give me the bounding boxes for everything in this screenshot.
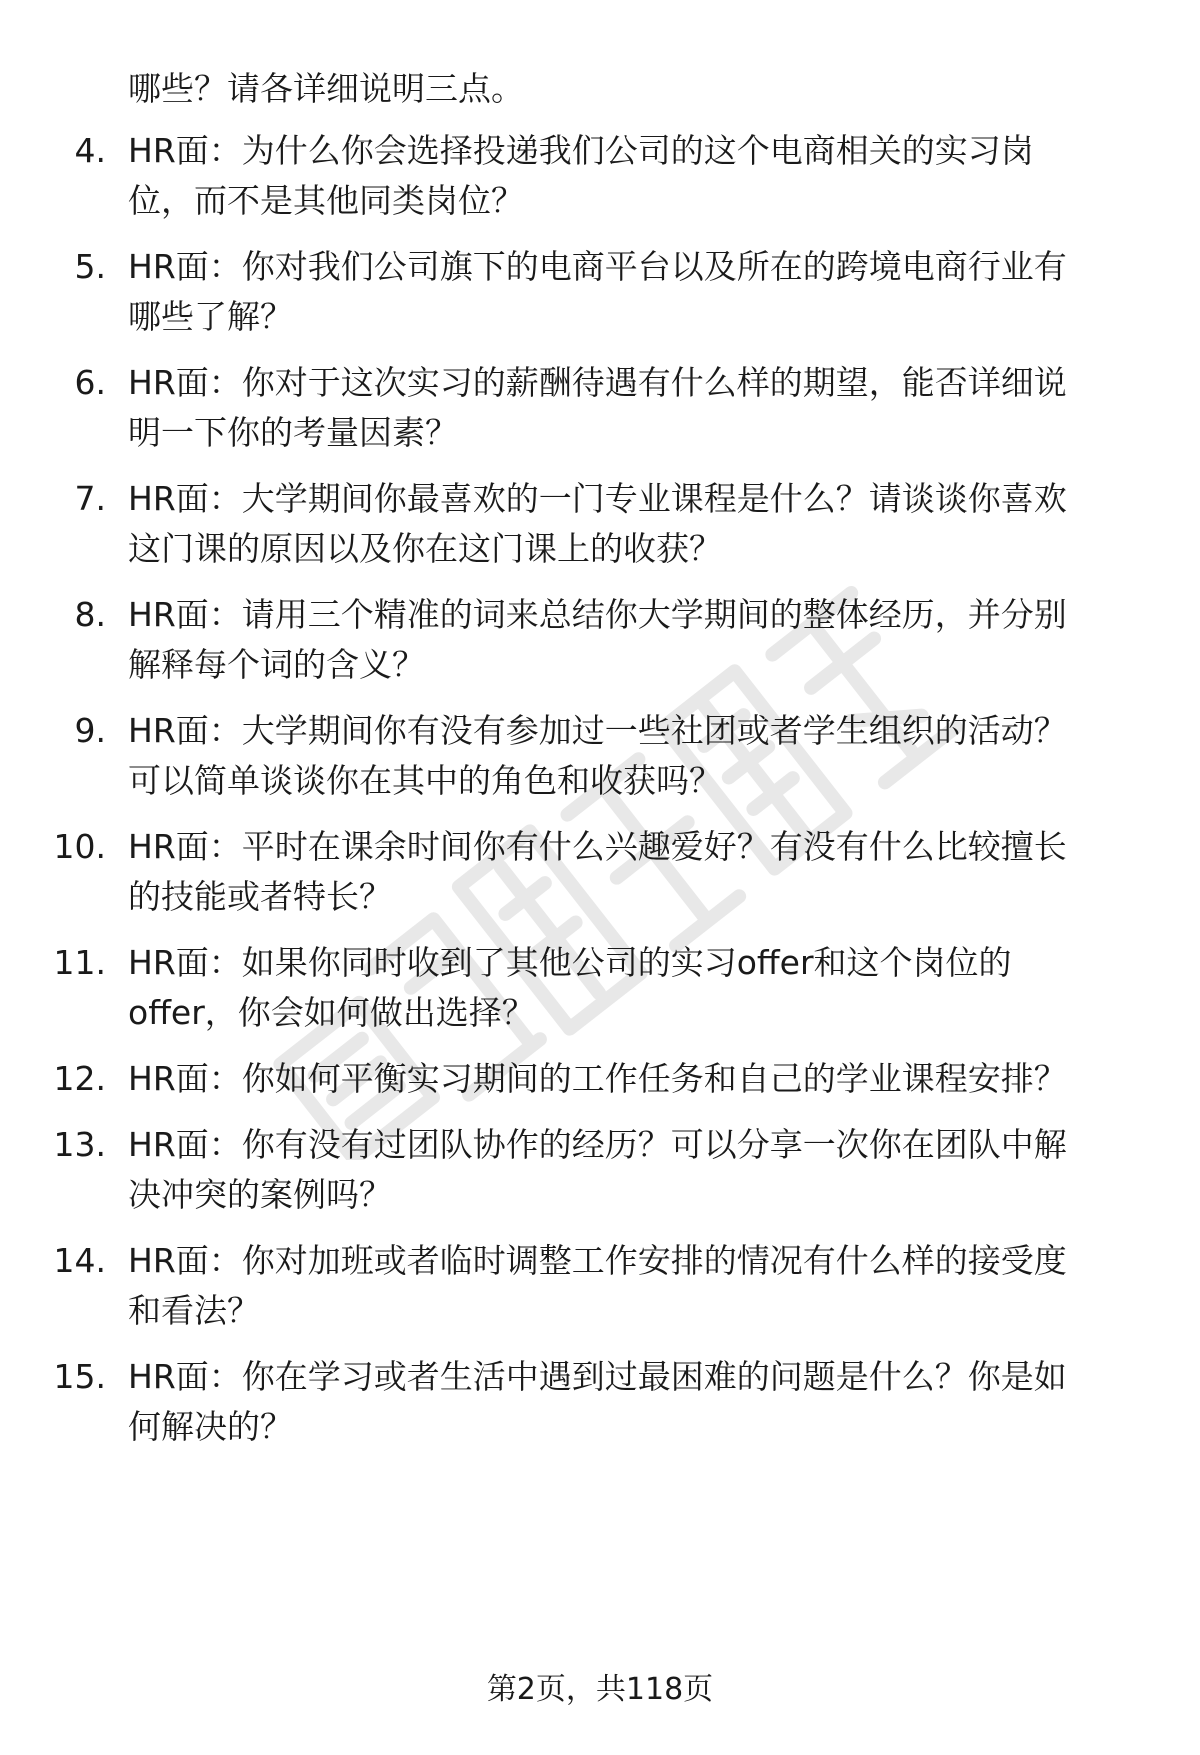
question-line: HR面：平时在课余时间你有什么兴趣爱好？有没有什么比较擅长 <box>128 827 1067 866</box>
question-line: HR面：你对加班或者临时调整工作安排的情况有什么样的接受度 <box>128 1241 1067 1280</box>
question-line: HR面：为什么你会选择投递我们公司的这个电商相关的实习岗 <box>128 131 1034 170</box>
question-number: 8. <box>74 595 106 634</box>
question-line: HR面：你如何平衡实习期间的工作任务和自己的学业课程安排？ <box>128 1059 1067 1098</box>
question-number: 10. <box>53 827 106 866</box>
question-number: 15. <box>53 1357 106 1396</box>
question-number: 9. <box>74 711 106 750</box>
question-text <box>128 126 1168 226</box>
question-line: HR面：大学期间你最喜欢的一门专业课程是什么？请谈谈你喜欢 <box>128 479 1067 518</box>
question-line: offer，你会如何做出选择？ <box>128 993 535 1032</box>
question-text <box>128 590 1168 690</box>
question-line: HR面：你在学习或者生活中遇到过最困难的问题是什么？你是如 <box>128 1357 1067 1396</box>
question-number: 4. <box>74 131 106 170</box>
question-text <box>128 358 1168 458</box>
question-number: 14. <box>53 1241 106 1280</box>
question-line: 位，而不是其他同类岗位？ <box>128 181 524 220</box>
question-text <box>128 1120 1168 1220</box>
question-number: 6. <box>74 363 106 402</box>
question-line: 的技能或者特长？ <box>128 877 392 916</box>
question-line: 何解决的？ <box>128 1407 293 1446</box>
question-number: 5. <box>74 247 106 286</box>
question-line: 解释每个词的含义？ <box>128 645 425 684</box>
question-text <box>128 938 1168 1038</box>
question-line: 明一下你的考量因素？ <box>128 413 458 452</box>
question-line: 这门课的原因以及你在这门课上的收获？ <box>128 529 722 568</box>
question-text <box>128 706 1168 806</box>
question-text <box>128 822 1168 922</box>
question-text <box>128 1054 1168 1104</box>
question-line: HR面：你有没有过团队协作的经历？可以分享一次你在团队中解 <box>128 1125 1067 1164</box>
question-line: HR面：你对我们公司旗下的电商平台以及所在的跨境电商行业有 <box>128 247 1067 286</box>
question-text <box>128 242 1168 342</box>
question-line: HR面：如果你同时收到了其他公司的实习offer和这个岗位的 <box>128 943 1012 982</box>
question-text <box>128 1236 1168 1336</box>
question-line: 可以简单谈谈你在其中的角色和收获吗？ <box>128 761 722 800</box>
question-text <box>128 474 1168 574</box>
question-number: 11. <box>53 943 106 982</box>
question-line: 哪些了解？ <box>128 297 293 336</box>
question-line: HR面：你对于这次实习的薪酬待遇有什么样的期望，能否详细说 <box>128 363 1067 402</box>
question-number: 7. <box>74 479 106 518</box>
question-number: 13. <box>53 1125 106 1164</box>
question-line: 决冲突的案例吗？ <box>128 1175 392 1214</box>
question-line: HR面：请用三个精准的词来总结你大学期间的整体经历，并分别 <box>128 595 1067 634</box>
page-footer: 第2页，共118页 <box>486 1672 714 1707</box>
continuation-text: 哪些？请各详细说明三点。 <box>128 69 524 108</box>
question-line: HR面：大学期间你有没有参加过一些社团或者学生组织的活动？ <box>128 711 1067 750</box>
question-number: 12. <box>53 1059 106 1098</box>
question-line: 和看法？ <box>128 1291 260 1330</box>
question-text <box>128 1352 1168 1452</box>
